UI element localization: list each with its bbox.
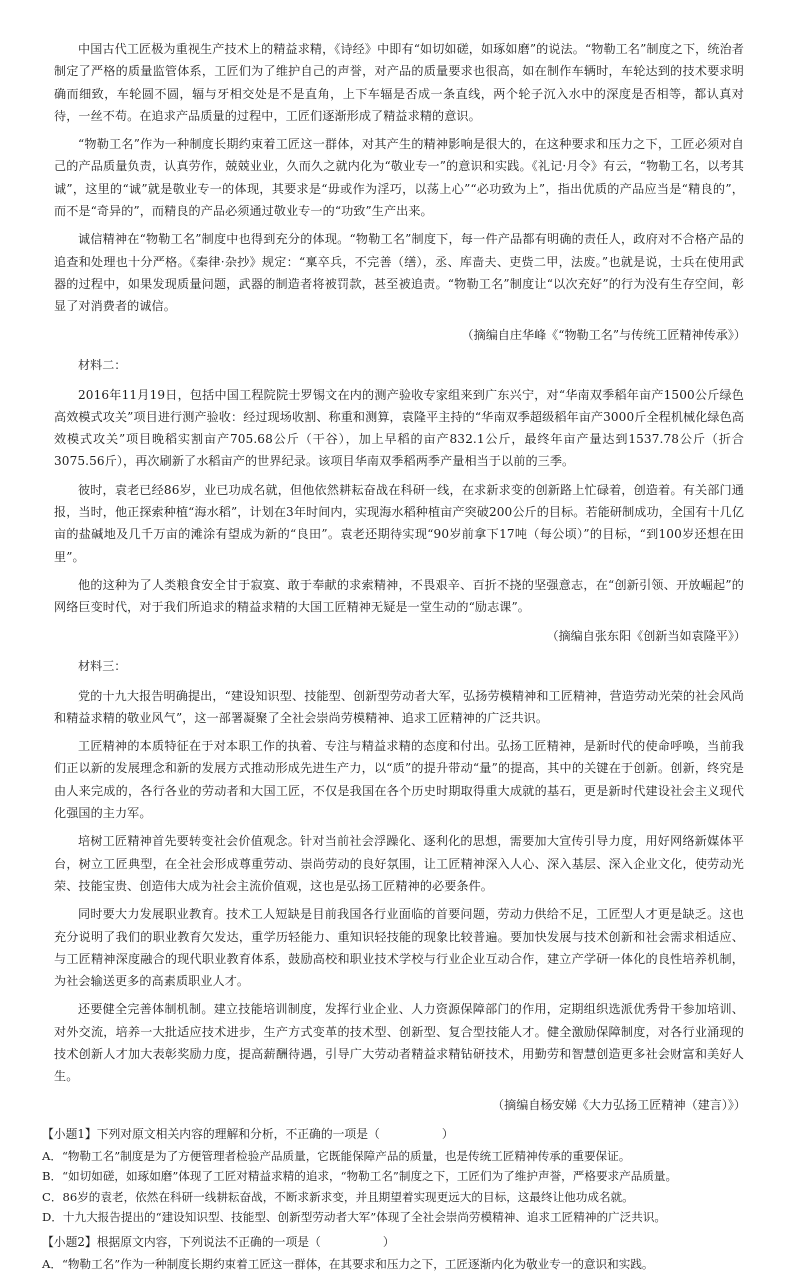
material3-source: （摘编自杨安娣《大力弘扬工匠精神（建言）》） <box>492 1097 746 1112</box>
material2-paragraph-2: 彼时，袁老已经86岁，业已功成名就，但他依然耕耘奋战在科研一线，在求新求变的创新路上忙碌着，创造着。有关部门通报，当时，他正探索种植“海水稻”，计划在3年时间内，实现海水稻种植亩产突破200公斤的目标。若能研制成功，全国有十几亿亩的盐碱地及几千万亩的滩涂有望成为新的“良田”。袁老还期待实现“90岁前拿下17吨（每公顷）”的目标，“到100岁还想在田里”。 <box>54 482 745 564</box>
material3-paragraph-2: 工匠精神的本质特征在于对本职工作的执着、专注与精益求精的态度和付出。弘扬工匠精神，是新时代的使命呼唤，当前我们正以新的发展理念和新的发展方式推动形成先进生产力，以“质”的提升带动“量”的提高，其中的关键在于创新。创新，终究是由人来完成的，各行各业的劳动者和大国工匠，不仅是我国在各个历史时期取得重大成就的基石，更是新时代建设社会主义现代化强国的主力军。 <box>54 739 744 821</box>
material2-label: 材料二： <box>78 357 127 372</box>
question1-option-b: B．“如切如磋，如琢如磨”体现了工匠对精益求精的追求，“物勒工名”制度之下，工匠们为了维护声誉，严格要求产品质量。 <box>42 1169 678 1184</box>
material1-paragraph-2: “物勒工名”作为一种制度长期约束着工匠这一群体，对其产生的精神影响是很大的，在这种要求和压力之下，工匠必须对自己的产品质量负责，认真劳作，兢兢业业，久而久之就内化为“敬业专一”的意识和实践。《礼记·月令》有云，“物勒工名，以考其诚”，这里的“诚”就是敬业专一的体现，其要求是“毋或作为淫巧，以荡上心”“必功致为上”，指出优质的产品应当是“精良的”，而不是“奇异的”，而精良的产品必须通过敬业专一的“功致”生产出来。 <box>54 137 744 219</box>
question1-option-c: C．86岁的袁老，依然在科研一线耕耘奋战，不断求新求变，并且期望着实现更远大的目标，这最终让他功成名就。 <box>42 1189 634 1204</box>
question2-prompt <box>42 1232 744 1252</box>
material3-paragraph-4: 同时要大力发展职业教育。技术工人短缺是目前我国各行业面临的首要问题，劳动力供给不足，工匠型人才更是缺乏。这也充分说明了我们的职业教育欠发达，重学历轻能力、重知识轻技能的现象比较普遍。要加快发展与技术创新和社会需求相适应、与工匠精神深度融合的现代职业教育体系，鼓励高校和职业技术学校与行业企业互动合作，建立产学研一体化的良性培养机制，为社会输送更多的高素质职业人才。 <box>54 907 744 989</box>
question1-prompt <box>42 1124 744 1144</box>
material3-paragraph-5: 还要健全完善体制机制。建立技能培训制度，发挥行业企业、人力资源保障部门的作用，定期组织选派优秀骨干参加培训、对外交流，培养一大批适应技术进步，生产方式变革的技术型、创新型、复合型技能人才。健全激励保障制度，对各行业涌现的技术创新人才加大表彰奖励力度，提高薪酬待遇，引导广大劳动者精益求精钻研技术，用勤劳和智慧创造更多社会财富和美好人生。 <box>54 1002 744 1084</box>
material2-paragraph-1: 2016年11月19日，包括中国工程院院士罗锡文在内的测产验收专家组来到广东兴宁，对“华南双季稻年亩产1500公斤绿色高效模式攻关”项目进行测产验收：经过现场收割、称重和测算，袁隆平主持的“华南双季超级稻年亩产3000斤全程机械化绿色高效模式攻关”项目晚稻实割亩产705.68公斤（干谷），加上早稻的亩产832.1公斤，最终年亩产量达到1537.78公斤（折合3075.56斤），再次刷新了水稻亩产的世界纪录。该项目华南双季稻两季产量相当于以前的三季。 <box>54 387 745 469</box>
document-page <box>42 38 746 1274</box>
material2-source: （摘编自张东阳《创新当如袁隆平》） <box>546 628 746 643</box>
material1-paragraph-1: 中国古代工匠极为重视生产技术上的精益求精，《诗经》中即有“如切如磋，如琢如磨”的说法。“物勒工名”制度之下，统治者制定了严格的质量监管体系，工匠们为了维护自己的声誉，对产品的质量要求也很高，如在制作车辆时，车轮达到的技术要求明确而细致，车轮圆不圆，辐与牙相交处是不是直角，上下车辐是否成一条直线，两个轮子沉入水中的深度是否相等，都认真对待，一丝不苟。在追求产品质量的过程中，工匠们逐渐形成了精益求精的意识。 <box>54 42 744 123</box>
material3-paragraph-1: 党的十九大报告明确提出，“建设知识型、技能型、创新型劳动者大军，弘扬劳模精神和工匠精神，营造劳动光荣的社会风尚和精益求精的敬业风气”，这一部署凝聚了全社会崇尚劳模精神、追求工匠精神的广泛共识。 <box>54 688 744 725</box>
question2-text: 【小题2】根据原文内容，下列说法不正确的一项是（ <box>42 1234 321 1249</box>
question1-option-a: A．“物勒工名”制度是为了方便管理者检验产品质量，它既能保障产品的质量，也是传统工匠精神传承的重要保证。 <box>42 1148 631 1163</box>
material3-paragraph-3: 培树工匠精神首先要转变社会价值观念。针对当前社会浮躁化、逐利化的思想，需要加大宣传引导力度，用好网络新媒体平台，树立工匠典型，在全社会形成尊重劳动、崇尚劳动的良好氛围，让工匠精神深入人心、深入基层、深入企业文化，使劳动光荣、技能宝贵、创造伟大成为社会主流价值观，这也是弘扬工匠精神的必要条件。 <box>54 834 744 893</box>
material2-paragraph-3: 他的这种为了人类粮食安全甘于寂寞、敢于奉献的求索精神，不畏艰辛、百折不挠的坚强意志，在“创新引领、开放崛起”的网络巨变时代，对于我们所追求的精益求精的大国工匠精神无疑是一堂生动的“励志课”。 <box>54 577 744 615</box>
question1-text: 【小题1】下列对原文相关内容的理解和分析，不正确的一项是（ <box>42 1126 380 1141</box>
question1-close: ） <box>441 1126 454 1141</box>
question2-close: ） <box>382 1234 395 1249</box>
material1-source: （摘编自庄华峰《“物勒工名”与传统工匠精神传承》） <box>461 327 746 342</box>
material3-label: 材料三： <box>78 658 127 673</box>
question2-option-a: A．“物勒工名”作为一种制度长期约束着工匠这一群体，在其要求和压力之下，工匠逐渐内化为敬业专一的意识和实践。 <box>42 1256 654 1271</box>
material1-paragraph-3: 诚信精神在“物勒工名”制度中也得到充分的体现。“物勒工名”制度下，每一件产品都有明确的责任人，政府对不合格产品的追查和处理也十分严格。《秦律·杂抄》规定：“稟卒兵，不完善（缮），丞、库啬夫、吏赀二甲，法废。”也就是说，士兵在使用武器的过程中，如果发现质量问题，武器的制造者将被罚款，甚至被追责。“物勒工名”制度让“以次充好”的行为没有生存空间，彰显了对消费者的诚信。 <box>54 232 744 314</box>
question1-option-d: D．十九大报告提出的“建设知识型、技能型、创新型劳动者大军”体现了全社会崇尚劳模精神、追求工匠精神的广泛共识。 <box>42 1210 667 1225</box>
